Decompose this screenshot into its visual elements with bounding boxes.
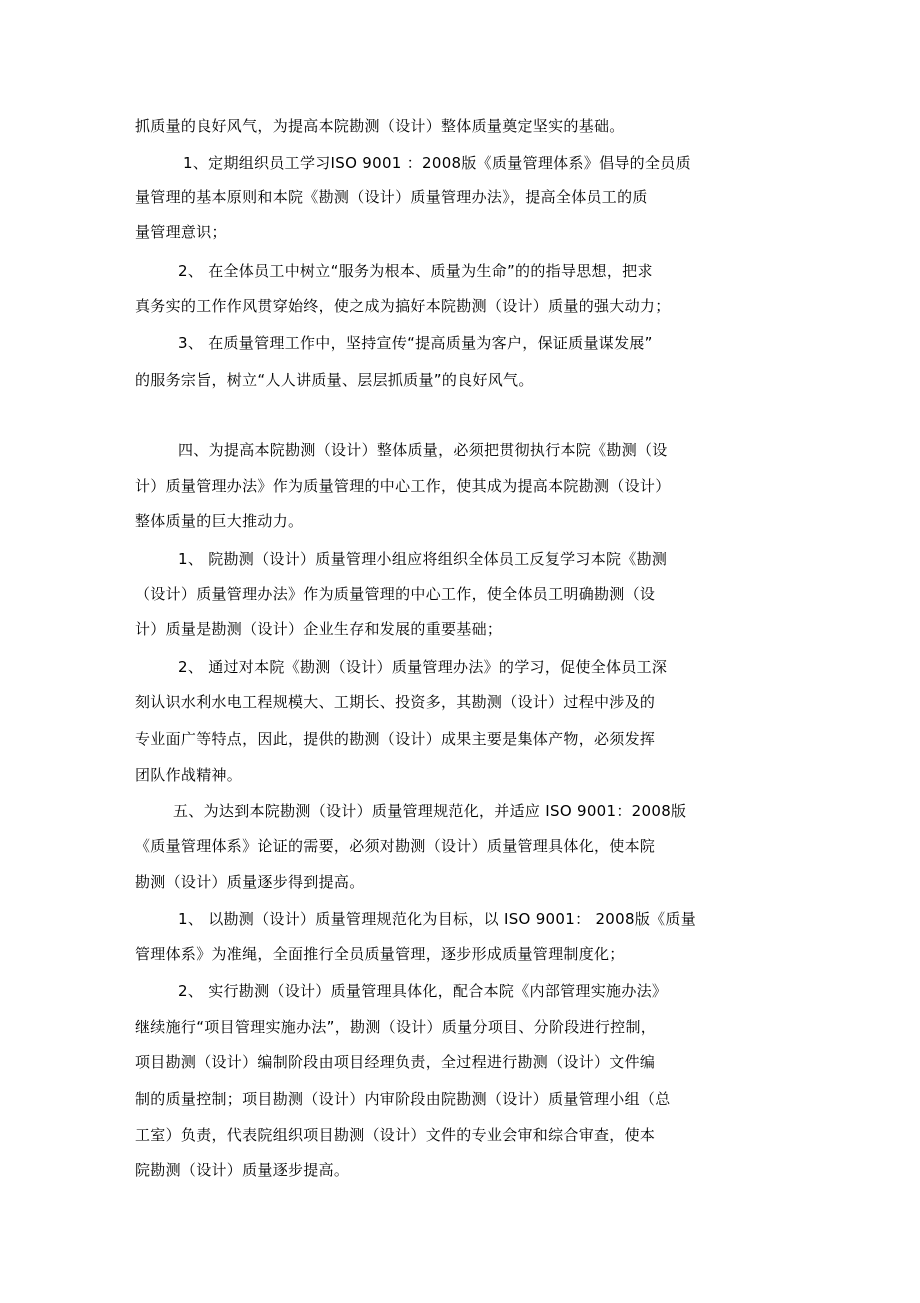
text-line: 量管理的基本原则和本院《勘测（设计）质量管理办法》，提高全体员工的质	[135, 188, 648, 206]
text-line: 团队作战精神。	[135, 766, 243, 784]
section-heading-line: 四、为提高本院勘测（设计）整体质量，必须把贯彻执行本院《勘测（设	[178, 441, 668, 459]
list-item-line: 1、定期组织员工学习ISO 9001 ：2008版《质量管理体系》倡导的全员质	[183, 154, 691, 172]
text-line: （设计）质量管理办法》作为质量管理的中心工作，使全体员工明确勘测（设	[135, 585, 656, 603]
list-item-line: 3、 在质量管理工作中，坚持宣传“提高质量为客户，保证质量谋发展”	[178, 334, 653, 352]
list-item-line: 1、 以勘测（设计）质量管理规范化为目标，以 ISO 9001： 2008版《质量	[178, 910, 697, 928]
list-item-line: 2、 通过对本院《勘测（设计）质量管理办法》的学习，促使全体员工深	[178, 658, 668, 676]
text-line: 工室）负责，代表院组织项目勘测（设计）文件的专业会审和综合审查，使本	[135, 1126, 656, 1144]
text-line: 管理体系》为准绳，全面推行全员质量管理，逐步形成质量管理制度化；	[135, 945, 625, 963]
text-line: 刻认识水利水电工程规模大、工期长、投资多，其勘测（设计）过程中涉及的	[135, 693, 656, 711]
text-line: 继续施行“项目管理实施办法”，勘测（设计）质量分项目、分阶段进行控制，	[135, 1018, 657, 1036]
text-line: 制的质量控制；项目勘测（设计）内审阶段由院勘测（设计）质量管理小组（总	[135, 1090, 671, 1108]
text-line: 抓质量的良好风气，为提高本院勘测（设计）整体质量奠定坚实的基础。	[135, 117, 625, 135]
text-line: 院勘测（设计）质量逐步提高。	[135, 1161, 350, 1179]
text-line: 量管理意识；	[135, 223, 227, 241]
list-item-line: 2、 在全体员工中树立“服务为根本、质量为生命”的的指导思想，把求	[178, 262, 653, 280]
text-line: 整体质量的巨大推动力。	[135, 512, 304, 530]
text-line: 《质量管理体系》论证的需要，必须对勘测（设计）质量管理具体化，使本院	[135, 837, 656, 855]
list-item-line: 2、 实行勘测（设计）质量管理具体化，配合本院《内部管理实施办法》	[178, 982, 668, 1000]
text-line: 计）质量是勘测（设计）企业生存和发展的重要基础；	[135, 620, 503, 638]
text-line: 真务实的工作作风贯穿始终，使之成为搞好本院勘测（设计）质量的强大动力；	[135, 297, 671, 315]
list-item-line: 1、 院勘测（设计）质量管理小组应将组织全体员工反复学习本院《勘测	[178, 550, 668, 568]
text-line: 的服务宗旨，树立“人人讲质量、层层抓质量”的良好风气。	[135, 371, 534, 389]
text-line: 勘测（设计）质量逐步得到提高。	[135, 873, 365, 891]
section-heading-line: 五、为达到本院勘测（设计）质量管理规范化，并适应 ISO 9001：2008版	[173, 802, 687, 820]
text-line: 专业面广等特点，因此，提供的勘测（设计）成果主要是集体产物，必须发挥	[135, 730, 656, 748]
text-line: 项目勘测（设计）编制阶段由项目经理负责，全过程进行勘测（设计）文件编	[135, 1053, 656, 1071]
text-line: 计）质量管理办法》作为质量管理的中心工作，使其成为提高本院勘测（设计）	[135, 477, 671, 495]
